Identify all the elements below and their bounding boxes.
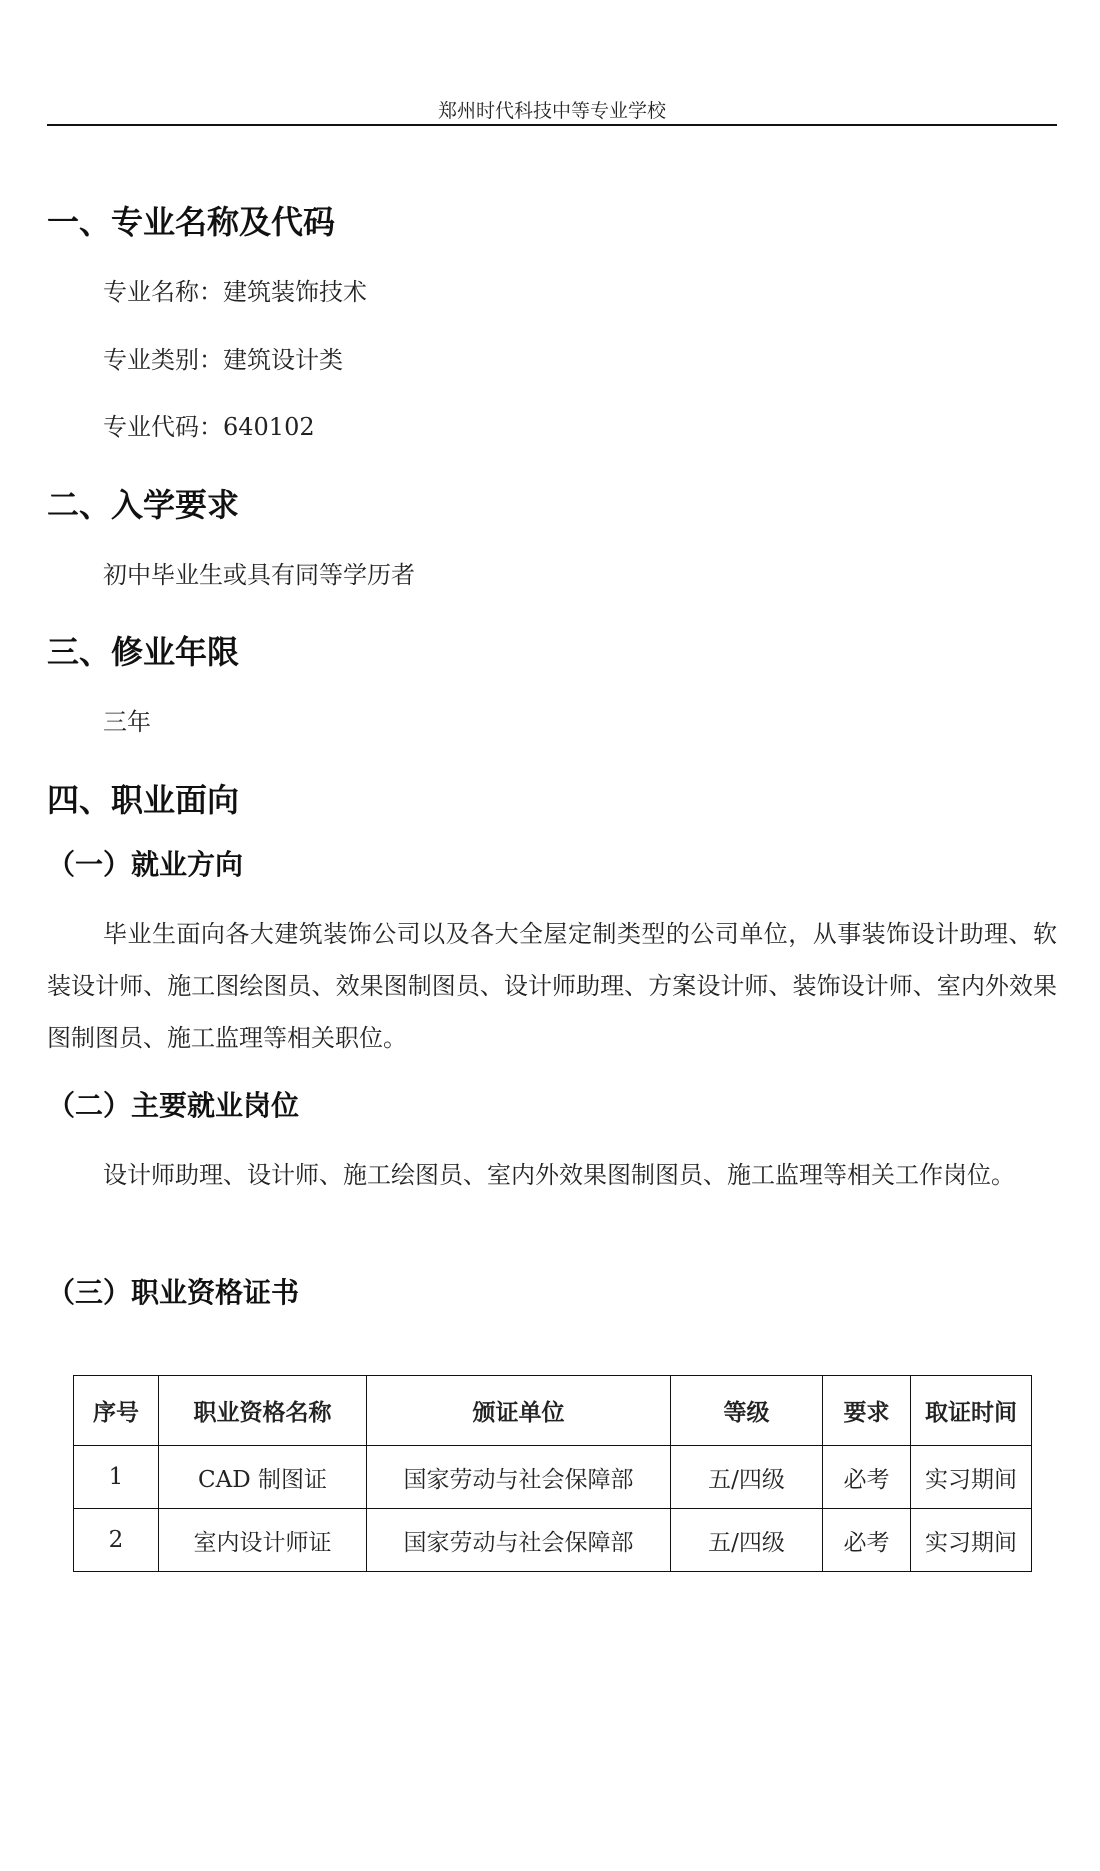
header-divider xyxy=(47,124,1057,126)
main-positions-text: 设计师助理、设计师、施工绘图员、室内外效果图制图员、施工监理等相关工作岗位。 xyxy=(103,1161,1015,1189)
cell-issuing-authority: 国家劳动与社会保障部 xyxy=(367,1446,671,1509)
major-name-line: 专业名称：建筑装饰技术 xyxy=(103,278,367,306)
subsection-title-main-positions: （二）主要就业岗位 xyxy=(47,1089,300,1122)
table-row xyxy=(74,1509,1032,1572)
cell-certificate-name: 室内设计师证 xyxy=(159,1509,367,1572)
cell-index: 1 xyxy=(74,1446,159,1509)
major-code-line: 专业代码：640102 xyxy=(103,413,315,441)
subsection-title-certificates: （三）职业资格证书 xyxy=(47,1276,300,1309)
cell-obtain-time: 实习期间 xyxy=(911,1509,1032,1572)
header-requirement: 要求 xyxy=(823,1376,911,1446)
cell-requirement: 必考 xyxy=(823,1509,911,1572)
duration-text: 三年 xyxy=(103,708,151,736)
certificate-table xyxy=(73,1375,1032,1572)
cell-requirement: 必考 xyxy=(823,1446,911,1509)
cell-index: 2 xyxy=(74,1509,159,1572)
admission-text: 初中毕业生或具有同等学历者 xyxy=(103,561,415,589)
header-index: 序号 xyxy=(74,1376,159,1446)
cell-certificate-name: CAD 制图证 xyxy=(159,1446,367,1509)
header-issuing-authority: 颁证单位 xyxy=(367,1376,671,1446)
cell-level: 五/四级 xyxy=(671,1446,823,1509)
employment-direction-text: 毕业生面向各大建筑装饰公司以及各大全屋定制类型的公司单位，从事装饰设计助理、软装设计师、施工图绘图员、效果图制图员、设计师助理、方案设计师、装饰设计师、室内外效果图制图员、施工监理等相关职位。 xyxy=(47,920,1057,1052)
section-title-duration: 三、修业年限 xyxy=(47,633,240,671)
cell-obtain-time: 实习期间 xyxy=(911,1446,1032,1509)
header-certificate-name: 职业资格名称 xyxy=(159,1376,367,1446)
table-header-row xyxy=(74,1376,1032,1446)
cell-issuing-authority: 国家劳动与社会保障部 xyxy=(367,1509,671,1572)
section-title-major: 一、专业名称及代码 xyxy=(47,203,336,241)
major-category-line: 专业类别：建筑设计类 xyxy=(103,346,343,374)
header-obtain-time: 取证时间 xyxy=(911,1376,1032,1446)
page-header-school: 郑州时代科技中等专业学校 xyxy=(437,100,666,122)
cell-level: 五/四级 xyxy=(671,1509,823,1572)
header-level: 等级 xyxy=(671,1376,823,1446)
subsection-title-employment-direction: （一）就业方向 xyxy=(47,848,244,881)
section-title-career: 四、职业面向 xyxy=(47,781,240,819)
table-row xyxy=(74,1446,1032,1509)
section-title-admission: 二、入学要求 xyxy=(47,486,240,524)
